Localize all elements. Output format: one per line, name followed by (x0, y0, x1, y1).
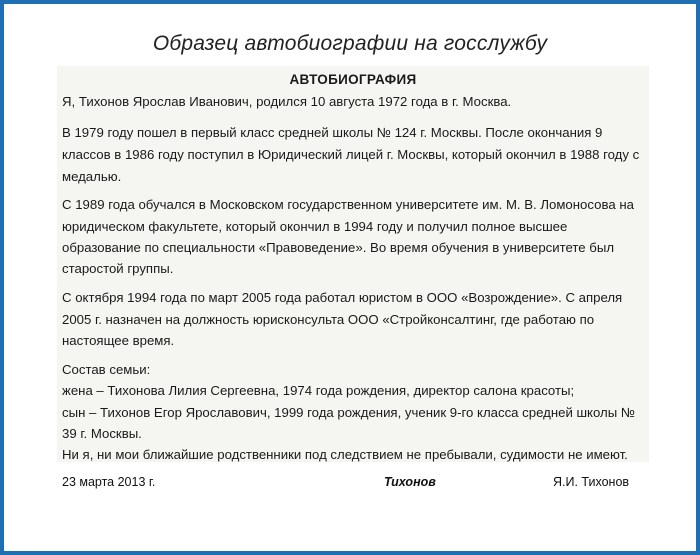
paragraph-line: образование по специальности «Правоведение». Во время обучения в университете был (62, 240, 615, 255)
paragraph-line: Состав семьи: (62, 362, 151, 377)
footer-signature: Тихонов (384, 475, 436, 489)
paragraph-line: жена – Тихонова Лилия Сергеевна, 1974 года рождения, директор салона красоты; (62, 383, 575, 398)
paragraph-line: С октября 1994 года по март 2005 года работал юристом в ООО «Возрождение». С апреля (62, 290, 623, 305)
paragraph-line: 39 г. Москвы. (62, 426, 142, 441)
paragraph-line: старостой группы. (62, 261, 174, 276)
paragraph-line: 2005 г. назначен на должность юрисконсульта ООО «Стройконсалтинг, где работаю по (62, 312, 595, 327)
footer-name: Я.И. Тихонов (553, 475, 630, 489)
paragraph-line: сын – Тихонов Егор Ярославович, 1999 года рождения, ученик 9-го класса средней школы № (62, 405, 635, 420)
page-title: Образец автобиографии на госслужбу (152, 32, 548, 55)
paragraph-line: медалью. (62, 169, 122, 184)
paragraph-line: Ни я, ни мои ближайшие родственники под следствием не пребывали, судимости не имеют. (62, 447, 628, 462)
paragraph-line: В 1979 году пошел в первый класс средней школы № 124 г. Москвы. После окончания 9 (62, 125, 603, 140)
footer-date: 23 марта 2013 г. (62, 475, 156, 489)
paragraph-line: настоящее время. (62, 333, 175, 348)
paragraph-line: юридическом факультете, который окончил в 1994 году и получил полное высшее (62, 219, 568, 234)
paragraph-line: С 1989 года обучался в Московском государственном университете им. М. В. Ломоносова на (62, 197, 634, 212)
paragraph-line: Я, Тихонов Ярослав Иванович, родился 10 августа 1972 года в г. Москва. (62, 94, 512, 109)
document-heading: АВТОБИОГРАФИЯ (289, 72, 417, 87)
paragraph-line: классов в 1986 году поступил в Юридический лицей г. Москвы, который окончил в 1988 году с (62, 147, 640, 162)
